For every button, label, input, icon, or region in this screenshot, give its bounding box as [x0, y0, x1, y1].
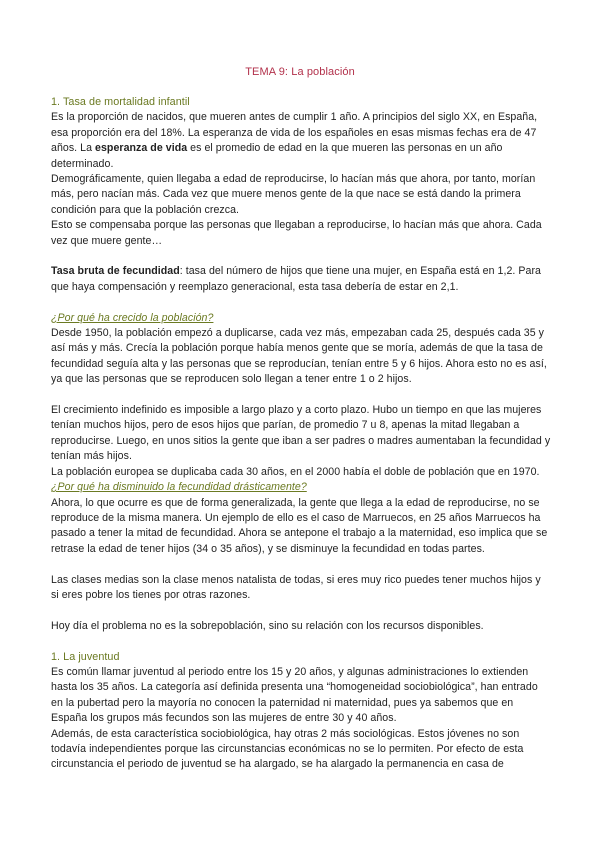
question-crecimiento: ¿Por qué ha crecido la población?: [51, 311, 214, 324]
paragraph-crecimiento: Desde 1950, la población empezó a duplicarse, cada vez más, empezaban cada 25, después cada 35 y así más y más. Crecía la población porque había menos gente que se moría, además de que la tasa de fecundidad seguía alta y las personas que se reproducían, tenían entre 5 y 6 hijos. Ahora esto no es así, ya que las personas que se reproducen solo llegan a tener entre 1 o 2 hijos.: [51, 327, 547, 386]
page-title: TEMA 9: La población: [245, 66, 355, 78]
text-span: : tasa del número de hijos que tiene una mujer, en España está en 1,2. Para que haya compensación y reemplazo generacional, esta tasa debería de estar en 2,1.: [51, 265, 541, 293]
paragraph-clases-medias: Las clases medias son la clase menos natalista de todas, si eres muy rico puedes tener muchos hijos y si eres pobre los tienes por otras razones.: [51, 573, 541, 601]
text-span: Es la proporción de nacidos, que mueren antes de cumplir 1 año. A principios del siglo XX, en España, esa proporción era del 18%. La esperanza de vida de los españoles en esas mismas fechas era de 47 años. La: [51, 111, 538, 155]
paragraph-sociologicas: Además, de esta característica sociobiológica, hay otras 2 más sociológicas. Estos jóvenes no son todavía independientes porque las circunstancias económicas no se lo permiten. Por efecto de esta circunstancia el periodo de juventud se ha alargado, se ha alargado la permanencia en casa de: [51, 727, 524, 771]
paragraph-sobrepoblacion: Hoy día el problema no es la sobrepoblación, sino su relación con los recursos disponibles.: [51, 619, 484, 632]
section-heading-juventud: 1. La juventud: [51, 650, 120, 663]
question-fecundidad: ¿Por qué ha disminuido la fecundidad drásticamente?: [51, 481, 307, 494]
paragraph-poblacion-europea: La población europea se duplicaba cada 30 años, en el 2000 había el doble de población que en 1970.: [51, 465, 540, 478]
paragraph-juventud: Es común llamar juventud al periodo entre los 15 y 20 años, y algunas administraciones lo extienden hasta los 35 años. La categoría así definida presenta una “homogeneidad sociobiológica”, han entrado en la pubertad pero la mayoría no conocen la paternidad ni maternidad, pues ya sabemos que en España los grupos más fecundos son las mujeres de entre 30 y 40 años.: [51, 665, 538, 725]
section-heading-mortalidad: 1. Tasa de mortalidad infantil: [51, 96, 190, 108]
paragraph-mortalidad: [51, 110, 551, 172]
paragraph-tasa-fecundidad: [51, 264, 551, 295]
paragraph-fecundidad: Ahora, lo que ocurre es que de forma generalizada, la gente que llega a la edad de reproducirse, no se reproduce de la misma manera. Un ejemplo de ello es el caso de Marruecos, en 25 años Marruecos ha pasado a tener la mitad de fecundidad. Ahora se antepone el trabajo a la maternidad, eso implica que se retrase la edad de tener hijos (34 o 35 años), y se disminuye la fecundidad en todas partes.: [51, 496, 548, 555]
term-esperanza-de-vida: esperanza de vida: [95, 142, 188, 155]
paragraph-demografia: Demográficamente, quien llegaba a edad de reproducirse, lo hacían más que ahora, por tanto, morían más, pero nacían más. Cada vez que muere menos gente de la que nace se está dando la primera condición para que la población crezca.: [51, 173, 536, 216]
paragraph-crecimiento-indefinido: El crecimiento indefinido es imposible a largo plazo y a corto plazo. Hubo un tiempo en que las mujeres tenían muchos hijos, pero de esos hijos que parían, de promedio 7 u 8, apenas la mitad llegaban a reproducirse. Luego, en unos sitios la gente que iban a ser padres o madres aumentaban la fecundidad y tenían más hijos.: [51, 404, 551, 463]
paragraph-compensacion: Esto se compensaba porque las personas que llegaban a reproducirse, lo hacían más que ahora. Cada vez que muere gente…: [51, 219, 542, 247]
document-body: [51, 95, 551, 773]
term-tasa-bruta-fecundidad: Tasa bruta de fecundidad: [51, 265, 180, 278]
text-span: es el promedio de edad en la que mueren las personas en un año determinado.: [51, 142, 503, 170]
